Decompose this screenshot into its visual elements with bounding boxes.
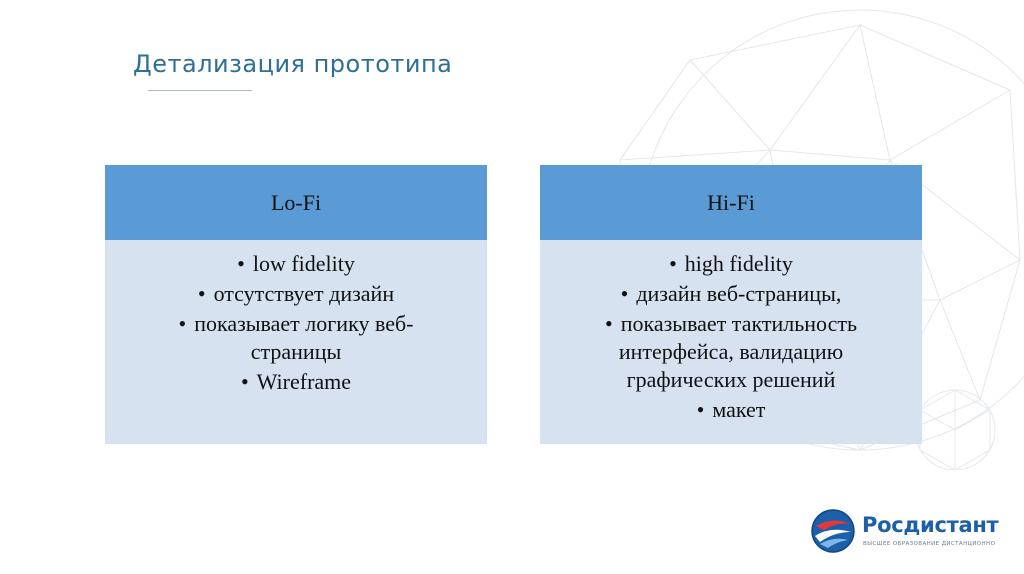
card-header: Hi-Fi [540, 165, 922, 240]
list-item: • макет [696, 397, 766, 422]
list-item: • low fidelity [237, 251, 355, 276]
list-item: • отсутствует дизайн [197, 281, 395, 306]
list-item: • дизайн веб-страницы, [620, 281, 842, 306]
lofi-card [105, 165, 487, 444]
hifi-card [540, 165, 922, 444]
list-item: • Wireframe [240, 369, 352, 394]
list-item: • показывает тактильность интерфейса, валидацию графических решений [605, 311, 857, 392]
bullet-icon: • [240, 369, 249, 394]
bullet-icon: • [237, 251, 245, 276]
bullet-icon: • [197, 281, 206, 306]
bullet-icon: • [605, 311, 613, 336]
card-header: Lo-Fi [105, 165, 487, 240]
bullet-list [540, 250, 922, 424]
rosdistant-logo [810, 508, 1000, 554]
globe-logo-icon [810, 508, 856, 554]
bullet-icon: • [669, 251, 677, 276]
title-underline [148, 90, 252, 91]
list-item: • high fidelity [669, 251, 793, 276]
logo-name: Росдистант [862, 513, 999, 537]
bullet-icon: • [620, 281, 629, 306]
bullet-icon: • [696, 397, 705, 422]
card-body [540, 240, 922, 444]
bullet-icon: • [178, 311, 187, 336]
list-item: • показывает логику веб-страницы [178, 311, 414, 364]
card-body [105, 240, 487, 444]
bullet-list [105, 250, 487, 396]
page-title: Детализация прототипа [133, 50, 453, 78]
logo-tagline: ВЫСШЕЕ ОБРАЗОВАНИЕ ДИСТАНЦИОННО [863, 541, 996, 547]
